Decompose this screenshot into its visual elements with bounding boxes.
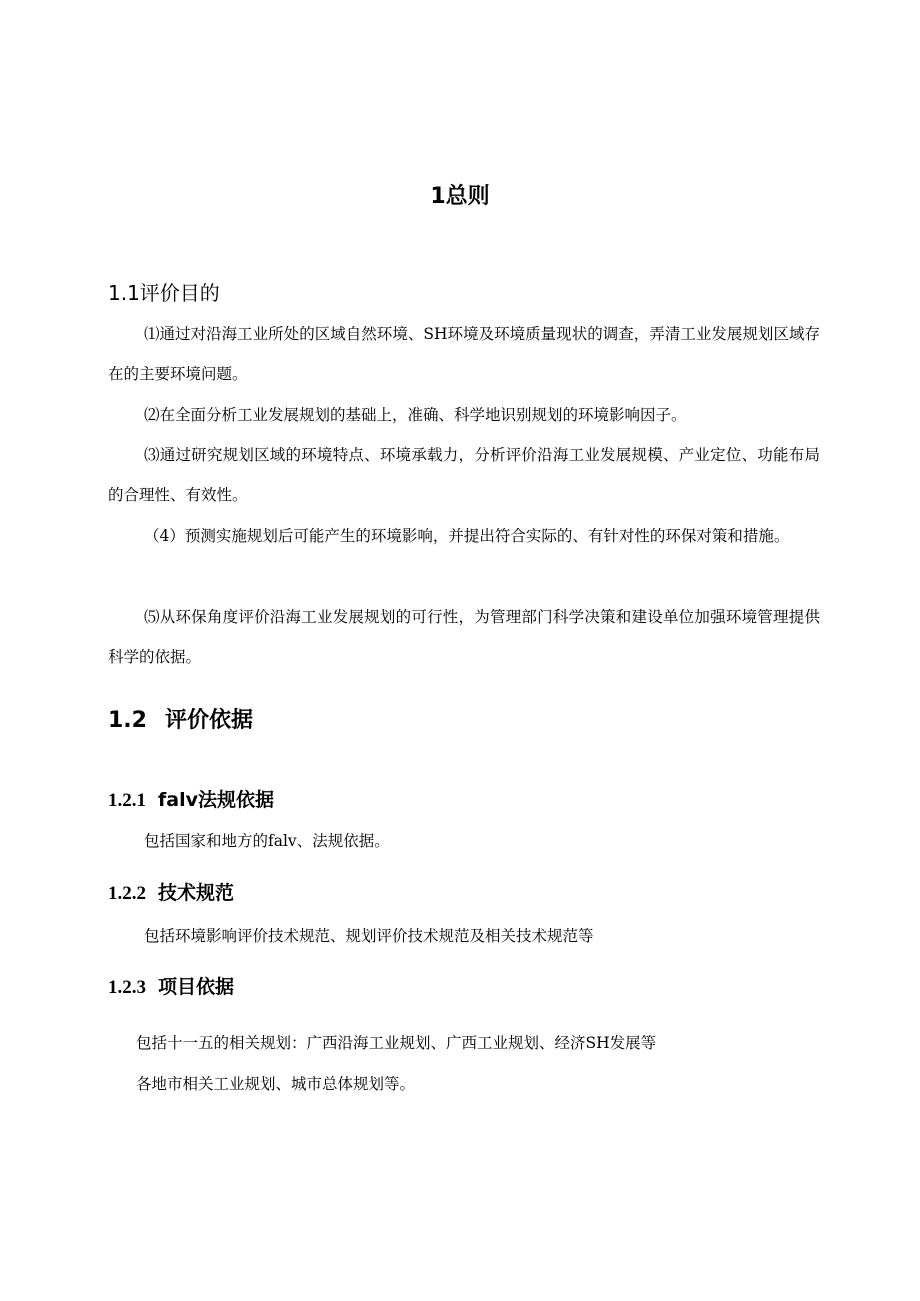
paragraph-item-5: ⑸从环保角度评价沿海工业发展规划的可行性，为管理部门科学决策和建设单位加强环境管理提供科学的依据。 [108,608,820,666]
paragraph-item-4: （4）预测实施规划后可能产生的环境影响，并提出符合实际的、有针对性的环保对策和措施。 [144,527,790,545]
section-1-2-title: 评价依据 [164,708,253,733]
section-1-2-3-body-line-1: 包括十一五的相关规划：广西沿海工业规划、广西工业规划、经济SH发展等 [136,1034,657,1052]
paragraph-item-2: ⑵在全面分析工业发展规划的基础上，准确、科学地识别规划的环境影响因子。 [144,406,687,424]
page-title: 1总则 [430,184,490,209]
section-1-2-1-body: 包括国家和地方的falv、法规依据。 [144,832,390,850]
section-1-2-2-body: 包括环境影响评价技术规范、规划评价技术规范及相关技术规范等 [144,927,594,945]
section-1-2-2-title: 技术规范 [158,882,235,904]
section-1-2-1-heading [108,787,274,814]
section-1-2-number: 1.2 [108,708,147,733]
section-1-2-3-body-line-2: 各地市相关工业规划、城市总体规划等。 [136,1075,416,1093]
section-1-2-3-heading [108,974,234,1001]
section-1-2-2-heading [108,880,234,907]
section-1-2-heading [108,706,253,736]
section-1-2-2-number: 1.2.2 [108,883,146,904]
paragraph-item-1: ⑴通过对沿海工业所处的区域自然环境、SH环境及环境质量现状的调查，弄清工业发展规划区域存在的主要环境问题。 [108,325,820,383]
section-1-1-heading: 1.1评价目的 [108,281,220,305]
section-1-2-3-title: 项目依据 [158,976,235,998]
paragraph-item-3: ⑶通过研究规划区域的环境特点、环境承载力，分析评价沿海工业发展规模、产业定位、功能布局的合理性、有效性。 [108,446,820,504]
section-1-2-1-number: 1.2.1 [108,790,146,811]
section-1-2-1-title: falv法规依据 [158,789,274,811]
section-1-2-3-number: 1.2.3 [108,977,146,998]
